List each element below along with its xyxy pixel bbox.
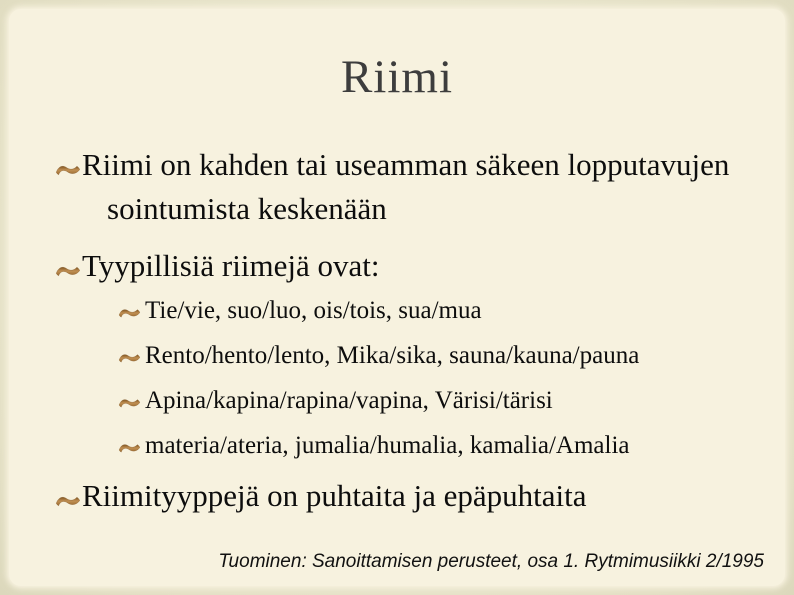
bullet-item xyxy=(55,143,767,231)
bullet-text: Tie/vie, suo/luo, ois/tois, sua/mua xyxy=(145,297,482,324)
tilde-bullet-icon xyxy=(55,493,81,508)
tilde-bullet-icon xyxy=(118,351,141,364)
sub-bullet-list xyxy=(9,294,785,463)
bullet-text: materia/ateria, jumalia/humalia, kamalia/Amalia xyxy=(145,432,630,459)
tilde-bullet-icon xyxy=(118,441,141,454)
sub-bullet-item xyxy=(118,384,785,418)
slide-content xyxy=(9,9,785,586)
sub-bullet-item xyxy=(118,339,785,373)
sub-bullet-item xyxy=(118,429,785,463)
tilde-bullet-icon xyxy=(55,263,81,278)
bullet-item xyxy=(55,474,767,518)
bullet-text: Tyypillisiä riimejä ovat: xyxy=(82,248,380,283)
tilde-bullet-icon xyxy=(118,396,141,409)
bullet-text: Riimityyppejä on puhtaita ja epäpuhtaita xyxy=(82,478,587,513)
bullet-item xyxy=(55,244,767,288)
source-citation: Tuominen: Sanoittamisen perusteet, osa 1. Rytmimusiikki 2/1995 xyxy=(218,551,764,572)
tilde-bullet-icon xyxy=(118,306,141,319)
tilde-bullet-icon xyxy=(55,162,81,177)
bullet-text: Rento/hento/lento, Mika/sika, sauna/kauna/pauna xyxy=(145,342,640,369)
bullet-list xyxy=(9,143,785,518)
slide-title: Riimi xyxy=(340,51,454,103)
bullet-text: Riimi on kahden tai useamman säkeen lopputavujen sointumista keskenään xyxy=(82,147,730,226)
bullet-text: Apina/kapina/rapina/vapina, Värisi/tärisi xyxy=(145,387,553,414)
sub-bullet-item xyxy=(118,294,785,328)
